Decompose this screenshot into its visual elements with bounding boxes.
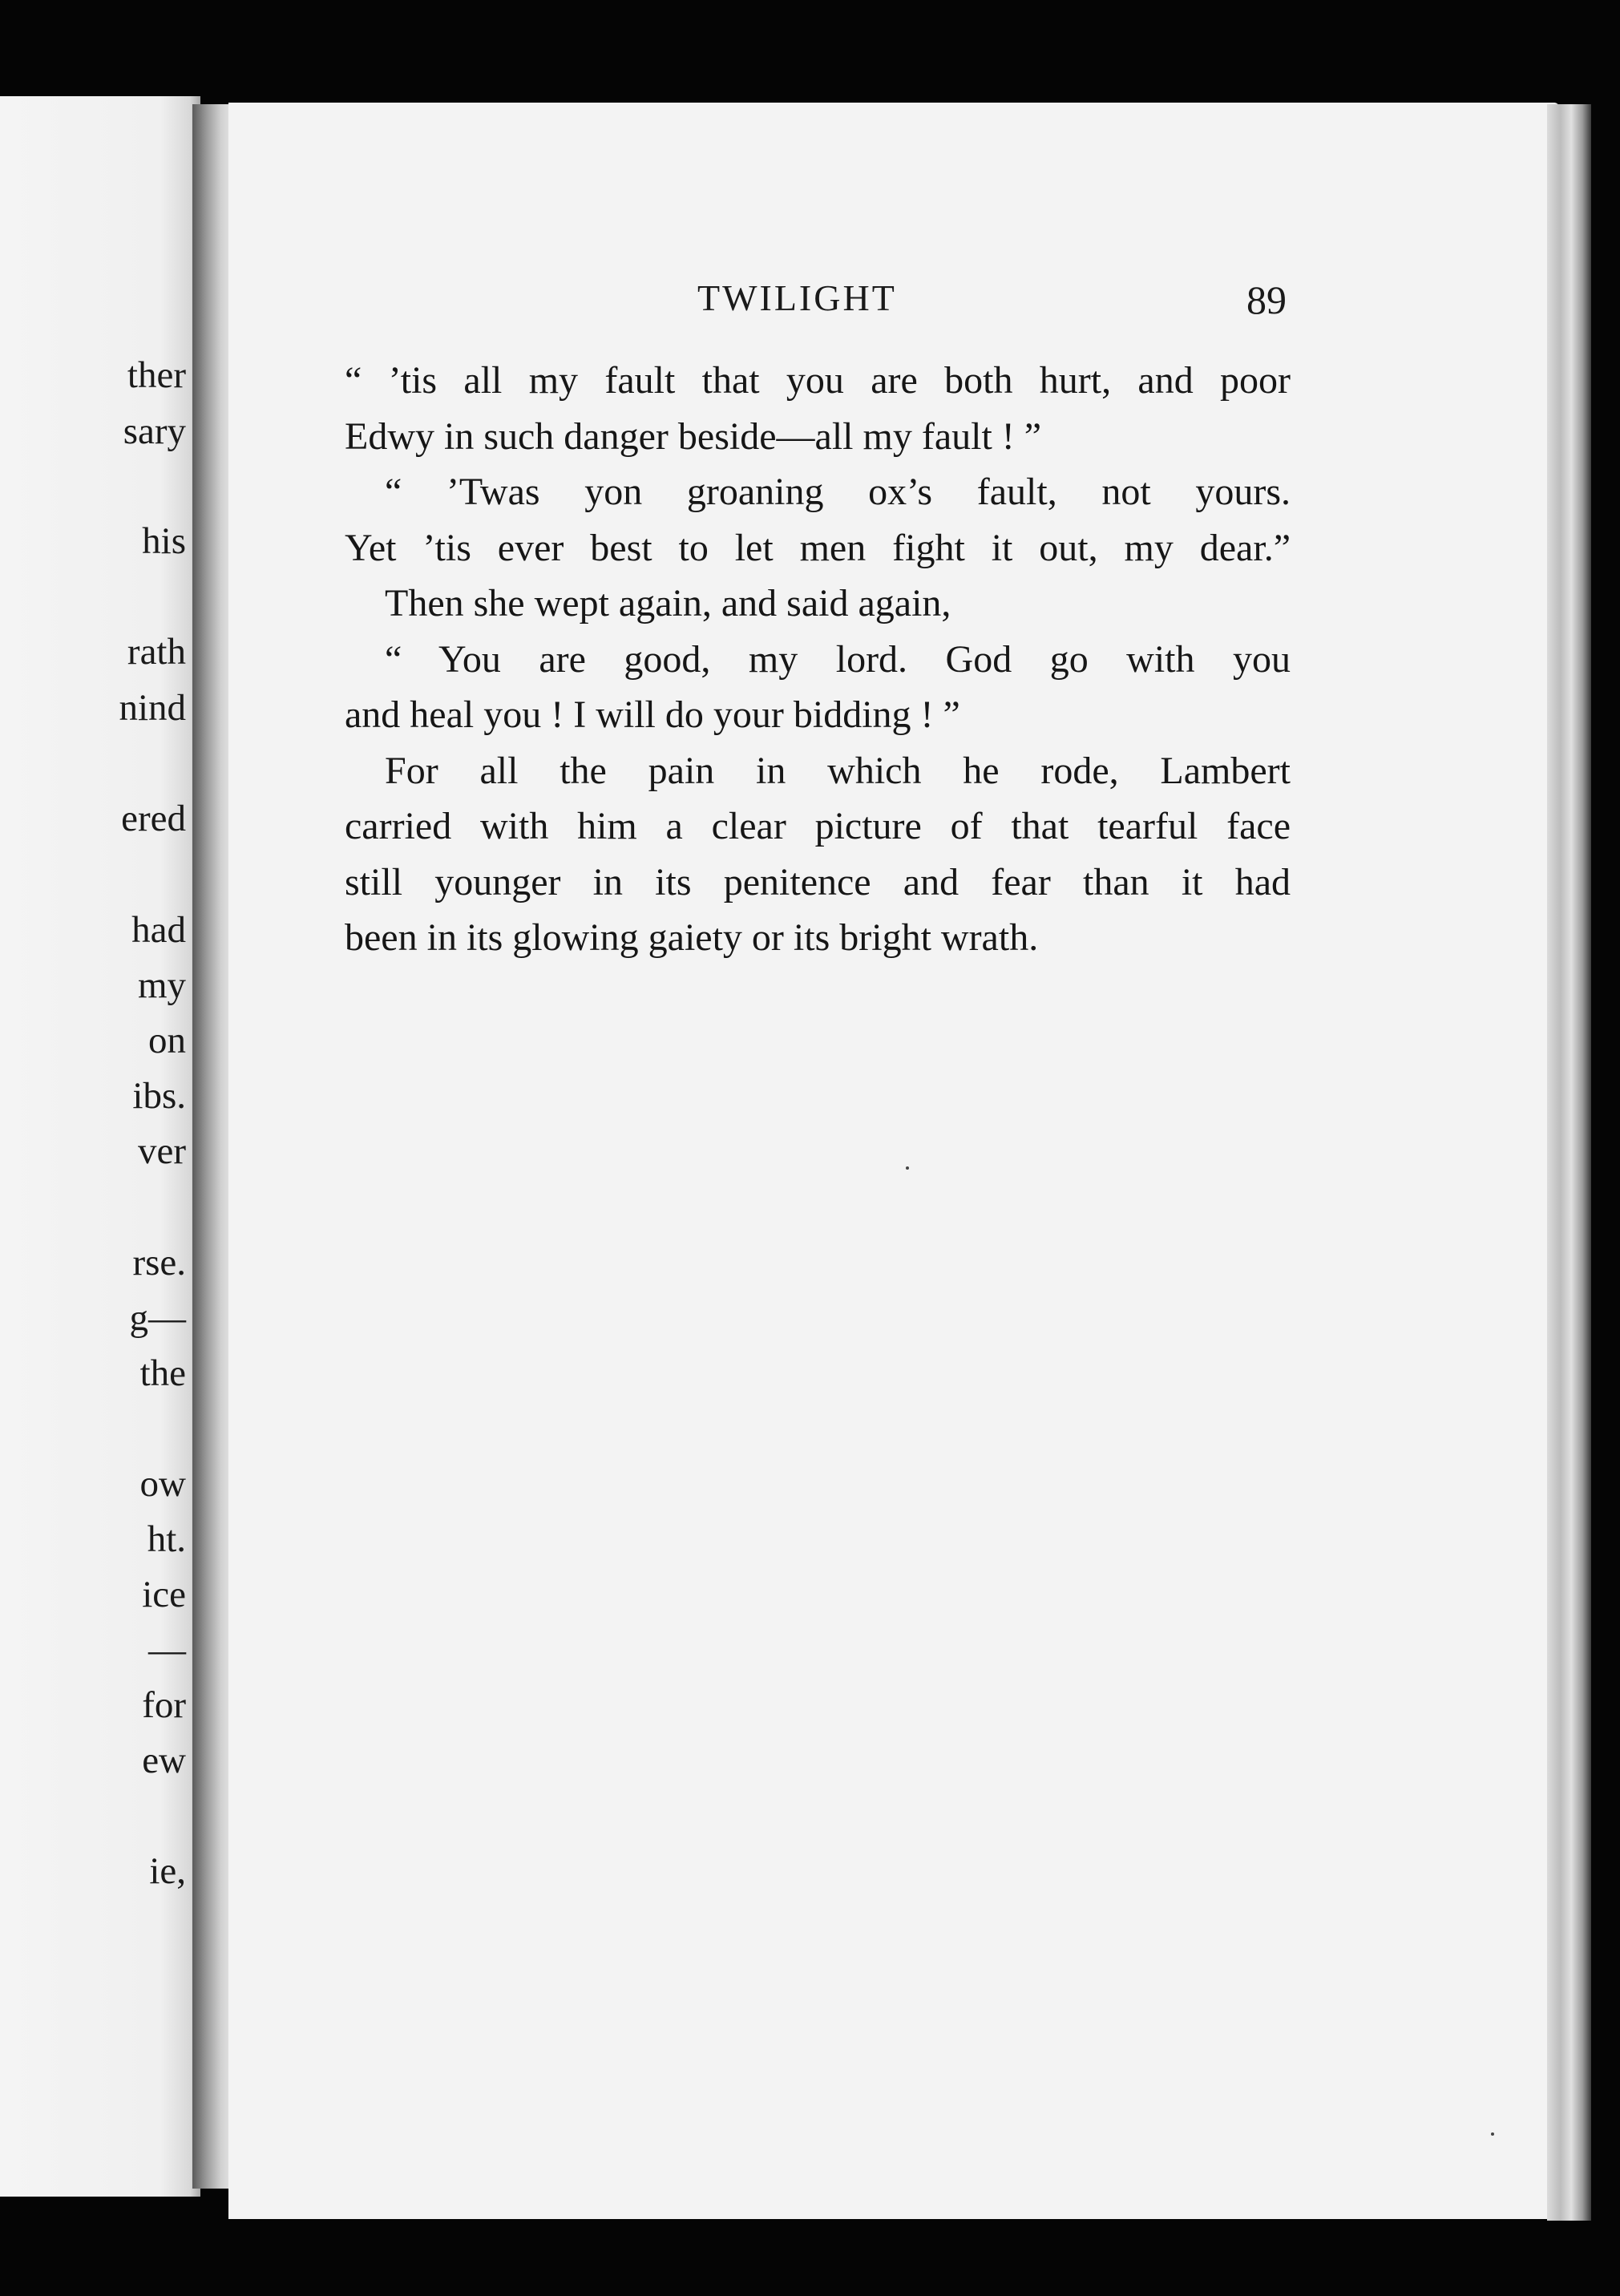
text-line: Yet ’tis ever best to let men fight it out, my dear.” [345,526,1291,569]
left-page-fragment: for [142,1684,186,1726]
page-number: 89 [1246,277,1287,322]
left-page-fragment: ered [121,798,186,839]
left-page-fragment: his [142,520,186,562]
left-page-fragment: ht. [147,1518,186,1560]
left-page-fragment: ice [142,1574,186,1615]
text-line: “ ’tis all my fault that you are both hurt, and poor [345,359,1291,402]
paper-speck [906,1166,909,1170]
text-line: Edwy in such danger beside—all my fault ! ” [345,414,1042,458]
left-page-fragment: g— [129,1297,186,1339]
page-edge [1547,104,1591,2221]
text-line: still younger in its penitence and fear than it had [345,860,1291,903]
text-line: “ You are good, my lord. God go with you [385,637,1291,681]
left-page-fragment: — [148,1629,186,1671]
left-page-fragment: ew [142,1740,186,1781]
text-line: carried with him a clear picture of that tearful face [345,805,1291,847]
left-page [0,96,200,2197]
running-head: TWILIGHT [697,277,897,318]
text-line: For all the pain in which he rode, Lambert [385,749,1291,792]
left-page-fragment: ibs. [132,1075,186,1117]
left-page-fragment: rse. [132,1242,186,1283]
text-line: been in its glowing gaiety or its bright wrath. [345,916,1039,959]
left-page-fragment: sary [123,410,186,452]
left-page-fragment: rath [127,631,186,673]
left-page-fragment: the [139,1352,186,1394]
left-page-fragment: ie, [149,1850,186,1892]
body-text [345,353,1291,966]
left-page-fragment: on [148,1020,186,1061]
left-page-fragment: nind [119,687,186,729]
paper-speck [1491,2132,1494,2136]
left-page-fragment: ow [139,1463,186,1505]
text-line: “ ’Twas yon groaning ox’s fault, not yours. [385,471,1291,513]
left-page-fragment: ver [137,1130,186,1172]
text-line: Then she wept again, and said again, [385,582,951,625]
book-gutter [192,104,232,2189]
text-line: and heal you ! I will do your bidding ! ” [345,693,960,736]
left-page-fragment: my [137,964,186,1006]
left-page-fragment: had [131,909,186,951]
left-page-fragment: ther [127,354,186,396]
